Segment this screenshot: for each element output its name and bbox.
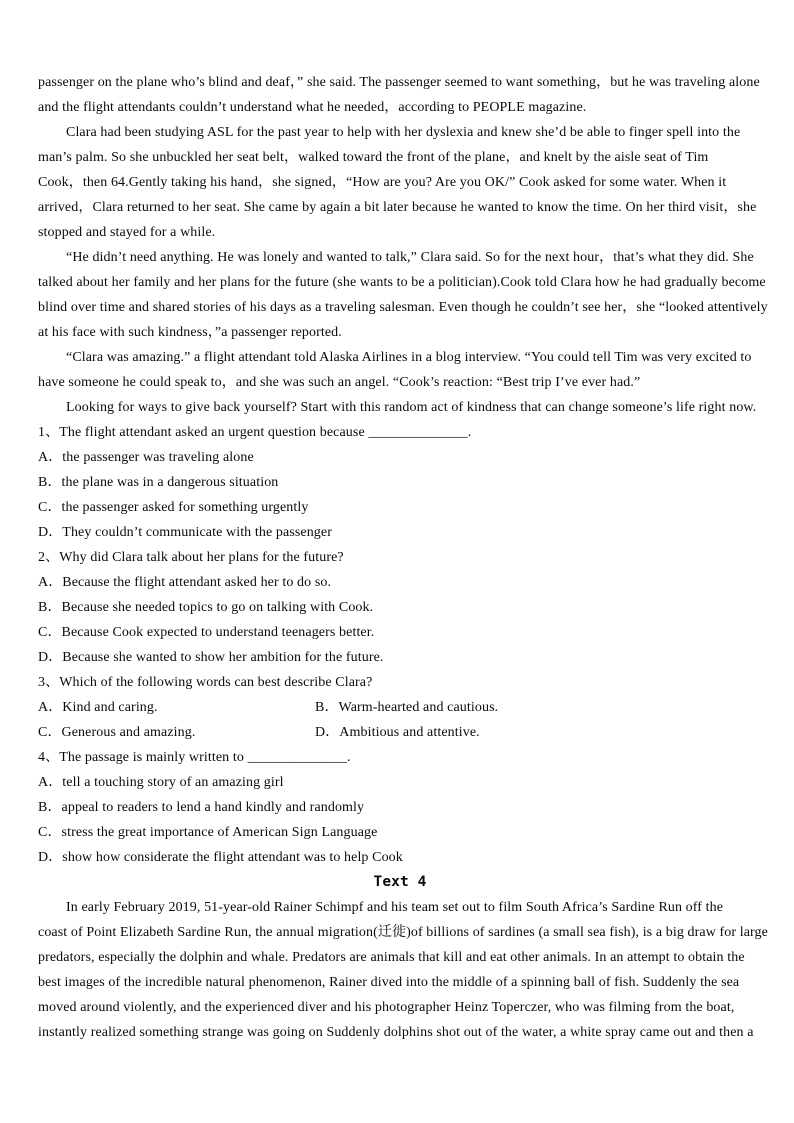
option-cell: A．Kind and caring. xyxy=(38,700,158,715)
option-line xyxy=(38,720,762,745)
passage-line: Clara had been studying ASL for the past year to help with her dyslexia and knew she’d be able to finger spell into the xyxy=(66,125,741,140)
passage-line: arrived，Clara returned to her seat. She came by again a bit later because he wanted to know the time. On her third visit，she xyxy=(38,200,757,215)
passage-line: “He didn’t need anything. He was lonely and wanted to talk,” Clara said. So for the next hour，that’s what they did. She xyxy=(66,250,754,265)
question-line: 4、The passage is mainly written to ______________. xyxy=(38,750,351,765)
option-line: D．They couldn’t communicate with the passenger xyxy=(38,525,332,540)
passage-line: moved around violently, and the experienced diver and his photographer Heinz Toperczer, who was filming from the boat, xyxy=(38,1000,735,1015)
passage-line: passenger on the plane who’s blind and deaf，” she said. The passenger seemed to want something，but he was traveling alone xyxy=(38,75,760,90)
option-cell: B．Warm-hearted and cautious. xyxy=(315,700,499,715)
option-line: B．appeal to readers to lend a hand kindly and randomly xyxy=(38,800,365,815)
passage-line: man’s palm. So she unbuckled her seat belt，walked toward the front of the plane，and knelt by the aisle seat of Tim xyxy=(38,150,709,165)
passage-line: coast of Point Elizabeth Sardine Run, the annual migration(迁徙)of billions of sardines (a small sea fish), is a big draw for large xyxy=(38,925,768,940)
passage-line: predators, especially the dolphin and whale. Predators are animals that kill and eat other animals. In an attempt to obtain the xyxy=(38,950,745,965)
passage-line: best images of the incredible natural phenomenon, Rainer dived into the middle of a spinning ball of fish. Suddenly the sea xyxy=(38,975,740,990)
question-line: 2、Why did Clara talk about her plans for the future? xyxy=(38,550,344,565)
option-line: D．show how considerate the flight attendant was to help Cook xyxy=(38,850,403,865)
passage-line: and the flight attendants couldn’t understand what he needed，according to PEOPLE magazine. xyxy=(38,100,587,115)
passage-line: have someone he could speak to，and she was such an angel. “Cook’s reaction: “Best trip I’ve ever had.” xyxy=(38,375,641,390)
passage-line: stopped and stayed for a while. xyxy=(38,225,216,240)
passage-line: instantly realized something strange was going on Suddenly dolphins shot out of the water, a white spray came out and then a xyxy=(38,1025,754,1040)
option-line: B．Because she needed topics to go on talking with Cook. xyxy=(38,600,374,615)
option-line: A．tell a touching story of an amazing girl xyxy=(38,775,284,790)
section-heading: Text 4 xyxy=(373,874,427,890)
passage-line: blind over time and shared stories of his days as a traveling salesman. Even though he couldn’t see her，she “looked attentively xyxy=(38,300,768,315)
option-line: C．stress the great importance of American Sign Language xyxy=(38,825,378,840)
option-cell: D．Ambitious and attentive. xyxy=(315,725,480,740)
option-line: B．the plane was in a dangerous situation xyxy=(38,475,279,490)
document-body xyxy=(38,70,768,1045)
option-cell: C．Generous and amazing. xyxy=(38,725,196,740)
passage-line: Cook，then 64.Gently taking his hand，she signed，“How are you? Are you OK/” Cook asked for some water. When it xyxy=(38,175,727,190)
option-line: C．Because Cook expected to understand teenagers better. xyxy=(38,625,375,640)
option-line xyxy=(38,695,762,720)
option-line: C．the passenger asked for something urgently xyxy=(38,500,309,515)
question-line: 1、The flight attendant asked an urgent question because ______________. xyxy=(38,425,472,440)
question-line: 3、Which of the following words can best describe Clara? xyxy=(38,675,373,690)
passage-line: talked about her family and her plans for the future (she wants to be a politician).Cook told Clara how he had gradually become xyxy=(38,275,766,290)
option-line: A．Because the flight attendant asked her to do so. xyxy=(38,575,332,590)
passage-line: Looking for ways to give back yourself? Start with this random act of kindness that can change someone’s life right now. xyxy=(66,400,757,415)
passage-line: “Clara was amazing.” a flight attendant told Alaska Airlines in a blog interview. “You could tell Tim was very excited to xyxy=(66,350,752,365)
passage-line: at his face with such kindness，”a passenger reported. xyxy=(38,325,342,340)
option-line: D．Because she wanted to show her ambition for the future. xyxy=(38,650,384,665)
option-line: A．the passenger was traveling alone xyxy=(38,450,254,465)
passage-line: In early February 2019, 51-year-old Rainer Schimpf and his team set out to film South Africa’s Sardine Run off the xyxy=(66,900,724,915)
